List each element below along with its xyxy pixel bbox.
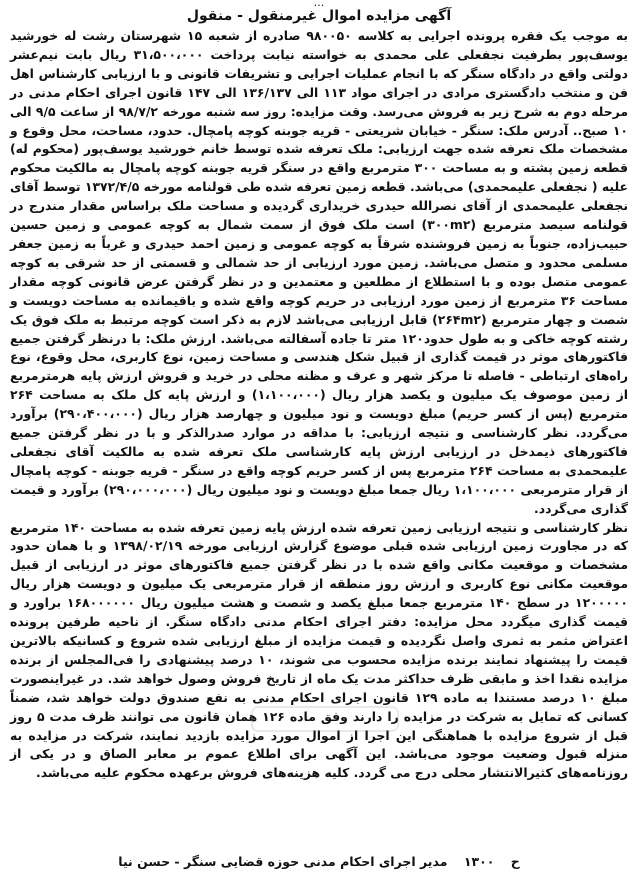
notice-paragraph-2: نظر کارشناسی و نتیجه ارزیابی زمین تعرفه شده ارزش پایه زمین تعرفه شده به مساحت ۱۴۰ مترمربع که در مجاورت زمین ارزیابی شده قبلی موضوع گزارش ارزیابی مورخه ۱۳۹۸/۰۲/۱۹ و با همان حدود مشخصات و موقعیت مکانی واقع شده با در نظر گرفتن جمیع فاکتورهای موثر در ارزیابی از قبیل موقعیت مکانی نوع کاربری و ارزش روز منطقه از قرار مترمربعی یک میلیون و دویست هزار ریال ۱۲۰۰۰۰۰ در سطح ۱۴۰ مترمربع جمعا مبلغ یکصد و شصت و هشت میلیون ریال ۱۶۸۰۰۰۰۰۰ براورد و قیمت گذاری میگردد محل مزایده: دفتر اجرای احکام مدنی دادگاه سنگر. از ناحیه طرفین پرونده اعتراض مثمر به ثمری واصل نگردیده و قیمت مزایده از مبلغ ارزیابی شده شروع و کسانیکه بالاترین قیمت را پیشنهاد نمایند برنده مزایده محسوب می شوند، ۱۰ درصد پیشنهادی را فی‌المجلس از برنده مزایده نقدا اخذ و مابقی ظرف حداکثر مدت یک ماه از تاریخ فروش وصول خواهد شد. در غیراینصورت مبلغ ۱۰ درصد مستندا به ماده ۱۲۹ قانون اجرای احکام مدنی به نفع صندوق دولت خواهد شد، ضمناً کسانی که تمایل به شرکت در مزایده را دارند وفق ماده ۱۲۶ همان قانون می توانند ظرف مدت ۵ روز قبل از شروع مزایده با هماهنگی این اجرا از اموال مورد مزایده بازدید نمایند، شرکت در مزایده به منزله قبول وضعیت موجود می‌باشد. این آگهی برای اطلاع عموم بر معابر الصاق و در یکی از روزنامه‌های کثیرالانتشار محلی درج می گردد. کلیه هزینه‌های فروش برعهده محکوم علیه می‌باشد. (10, 519, 629, 781)
footer-year: ۱۳۰۰ (463, 854, 495, 869)
notice-body (10, 27, 628, 783)
notice-title: آگهی مزایده اموال غیرمنقول - منقول (186, 8, 452, 24)
notice-paragraph-1: به موجب یک فقره پرونده اجرایی به کلاسه ۹۸۰۰۵۰ صادره از شعبه ۱۵ شهرستان رشت له خورشید یوسف‌پور بطرفیت نجفعلی علی محمدی به خواسته نیابت پرداخت ۳۱،۵۰۰،۰۰۰ ریال بابت نیم‌عشر دولتی واقع در دادگاه سنگر که با انجام عملیات اجرایی و تشریفات قانونی و با ارزیابی کارشناس اهل فن و منتخب دادگستری مرادی در اجرای مواد ۱۱۳ الی ۱۳۶/۱۳۷ الی ۱۴۷ قانون اجرای احکام مدنی در مرحله دوم به شرح زیر به فروش می‌رسد. وقت مزایده: روز سه شنبه مورخه ۹۸/۷/۲ از ساعت ۹/۵ الی ۱۰ صبح.. آدرس ملک: سنگر - خیابان شریعتی - قریه جوبنه کوچه پامچال. حدود، مساحت، محل وقوع و مشخصات ملک تعرفه شده جهت ارزیابی: ملک تعرفه شده توسط خانم خورشید یوسف‌پور (محکوم له) قطعه زمین پشته و به مساحت ۳۰۰ مترمربع واقع در سنگر قریه جوبنه کوچه پامچال به مالکیت محکوم علیه ( نجفعلی علیمحمدی) می‌باشد. قطعه زمین تعرفه شده طی قولنامه مورخه ۱۳۷۲/۴/۵ توسط آقای نجفعلی علیمحمدی از آقای نصرالله حیدری خریداری گردیده و مساحت ملک براساس مقدار مندرج در قولنامه سیصد مترمربع (۳۰۰m۲) است ملک فوق از سمت شمال به کوچه عمومی و زمین حسین حبیب‌زاده، جنوباً به زمین فروشنده شرقاً به کوچه عمومی و زمین احمد حیدری و غرباً به زمین جعفر مسلمی محدود و متصل می‌باشد. زمین مورد ارزیابی از حد شمالی و قسمتی از حد شرقی به کوچه عمومی متصل بوده و با استطلاع از مطلعین و معتمدین و در نظر گرفتن عرض قانونی کوچه مقدار مساحت ۳۶ مترمربع از زمین مورد ارزیابی در حریم کوچه واقع شده و باقیمانده به مساحت دویست و شصت و چهار مترمربع (۲۶۴m۲) قابل ارزیابی می‌باشد لازم به ذکر است کوچه مرتبط به ملک فوق یک رشته کوچه خاکی و به طول حدود۱۲۰ متر تا جاده آسفالته می‌باشد. ارزش ملک: با درنظر گرفتن جمیع فاکتورهای موثر در قیمت گذاری از قبیل شکل هندسی و مساحت زمین، نوع کاربری، محل وقوع، نوع راه‌های ارتباطی - فاصله تا مرکز شهر و عرف و مظنه محلی در خرید و فروش ارزش پایه هرمترمربع از زمین موصوف یک میلیون و یکصد هزار ریال (۱،۱۰۰،۰۰۰) و ارزش پایه کل ملک به مساحت ۲۶۴ مترمربع (پس از کسر حریم) مبلغ دویست و نود میلیون و چهارصد هزار ریال (۲۹۰،۴۰۰،۰۰۰) برآورد می‌گردد. نظر کارشناسی و نتیجه ارزیابی: با مداقه در موارد صدرالذکر و با در نظر گرفتن جمیع فاکتورهای ذیمدخل در ارزیابی ارزش پایه کارشناسی ملک تعرفه شده به مالکیت آقای نجفعلی علیمحمدی به مساحت ۲۶۴ مترمربع پس از کسر حریم کوچه واقع در سنگر - قریه جوبنه - کوچه پامچال از قرار مترمربعی ۱،۱۰۰،۰۰۰ ریال جمعا مبلغ دویست و نود میلیون ریال (۲۹۰،۰۰۰،۰۰۰) برآورد و قیمت گذاری می‌گردد. (10, 28, 629, 516)
footer-code-prefix: ح (510, 854, 520, 869)
notice-footer (0, 853, 638, 871)
footer-signature: مدیر اجرای احکام مدنی حوزه قضایی سنگر - حسن نیا (118, 854, 448, 869)
